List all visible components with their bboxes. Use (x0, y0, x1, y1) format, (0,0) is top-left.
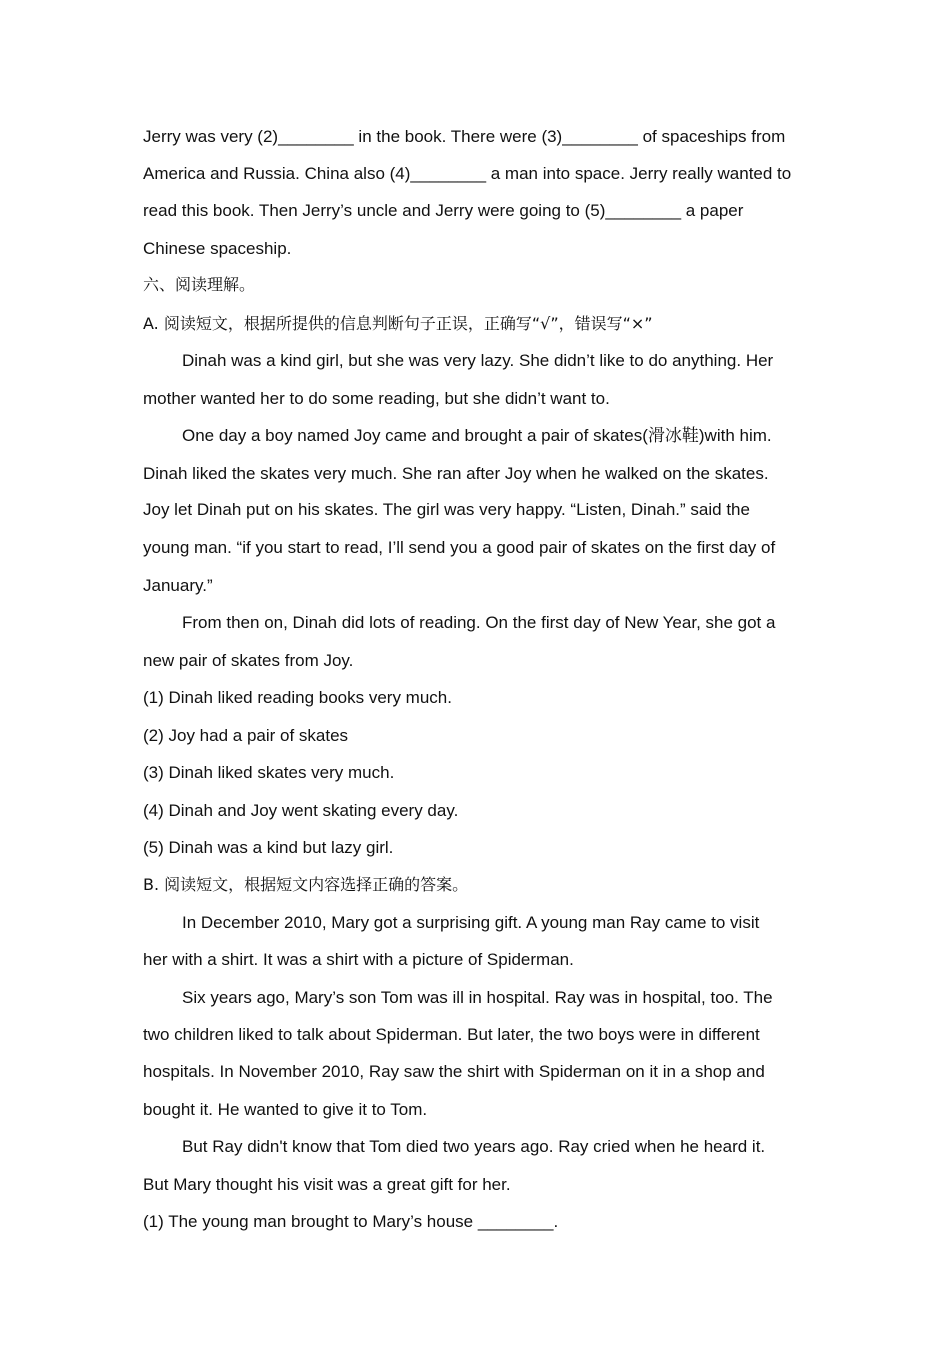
section-heading: 六、阅读理解。 (143, 275, 256, 294)
part-a-paragraph-1-line-1: Dinah was a kind girl, but she was very lazy. She didn’t like to do anything. Her (182, 351, 774, 370)
part-a-paragraph-2-line-3: Joy let Dinah put on his skates. The girl was very happy. “Listen, Dinah.” said the (143, 500, 750, 519)
part-a-paragraph-2-line-5: January.” (143, 576, 213, 595)
part-a-question-1: (1) Dinah liked reading books very much. (143, 688, 452, 707)
part-b-paragraph-2-line-1: Six years ago, Mary’s son Tom was ill in hospital. Ray was in hospital, too. The (182, 988, 773, 1007)
cloze-line-1: Jerry was very (2)________ in the book. There were (3)________ of spaceships from (143, 127, 786, 146)
part-b-paragraph-2-line-4: bought it. He wanted to give it to Tom. (143, 1100, 428, 1119)
part-a-paragraph-2-line-4: young man. “if you start to read, I’ll send you a good pair of skates on the first day of (143, 538, 776, 557)
part-a-paragraph-3-line-1: From then on, Dinah did lots of reading. On the first day of New Year, she got a (182, 613, 776, 632)
part-a-paragraph-2-line-2: Dinah liked the skates very much. She ran after Joy when he walked on the skates. (143, 464, 769, 483)
part-a-question-4: (4) Dinah and Joy went skating every day. (143, 801, 459, 820)
part-a-paragraph-3-line-2: new pair of skates from Joy. (143, 651, 354, 670)
cloze-line-2: America and Russia. China also (4)________ a man into space. Jerry really wanted to (143, 164, 792, 183)
part-a-paragraph-1-line-2: mother wanted her to do some reading, but she didn’t want to. (143, 389, 610, 408)
part-a-paragraph-2-line-1: One day a boy named Joy came and brought a pair of skates(滑冰鞋)with him. (182, 426, 772, 445)
part-a-instruction: A. 阅读短文，根据所提供的信息判断句子正误，正确写“√”，错误写“×” (143, 314, 653, 333)
part-a-question-2: (2) Joy had a pair of skates (143, 726, 349, 745)
part-b-paragraph-2-line-3: hospitals. In November 2010, Ray saw the shirt with Spiderman on it in a shop and (143, 1062, 765, 1081)
part-b-paragraph-1-line-1: In December 2010, Mary got a surprising gift. A young man Ray came to visit (182, 913, 760, 932)
part-b-paragraph-2-line-2: two children liked to talk about Spiderman. But later, the two boys were in different (143, 1025, 760, 1044)
part-b-paragraph-3-line-1: But Ray didn't know that Tom died two years ago. Ray cried when he heard it. (182, 1137, 766, 1156)
part-a-question-3: (3) Dinah liked skates very much. (143, 763, 395, 782)
cloze-line-3: read this book. Then Jerry’s uncle and Jerry were going to (5)________ a paper (143, 201, 744, 220)
cloze-line-4: Chinese spaceship. (143, 239, 292, 258)
part-b-paragraph-1-line-2: her with a shirt. It was a shirt with a picture of Spiderman. (143, 950, 574, 969)
part-b-instruction: B. 阅读短文，根据短文内容选择正确的答案。 (143, 875, 469, 894)
part-b-paragraph-3-line-2: But Mary thought his visit was a great gift for her. (143, 1175, 511, 1194)
part-b-question-1: (1) The young man brought to Mary’s house ________. (143, 1212, 559, 1231)
part-a-question-5: (5) Dinah was a kind but lazy girl. (143, 838, 394, 857)
